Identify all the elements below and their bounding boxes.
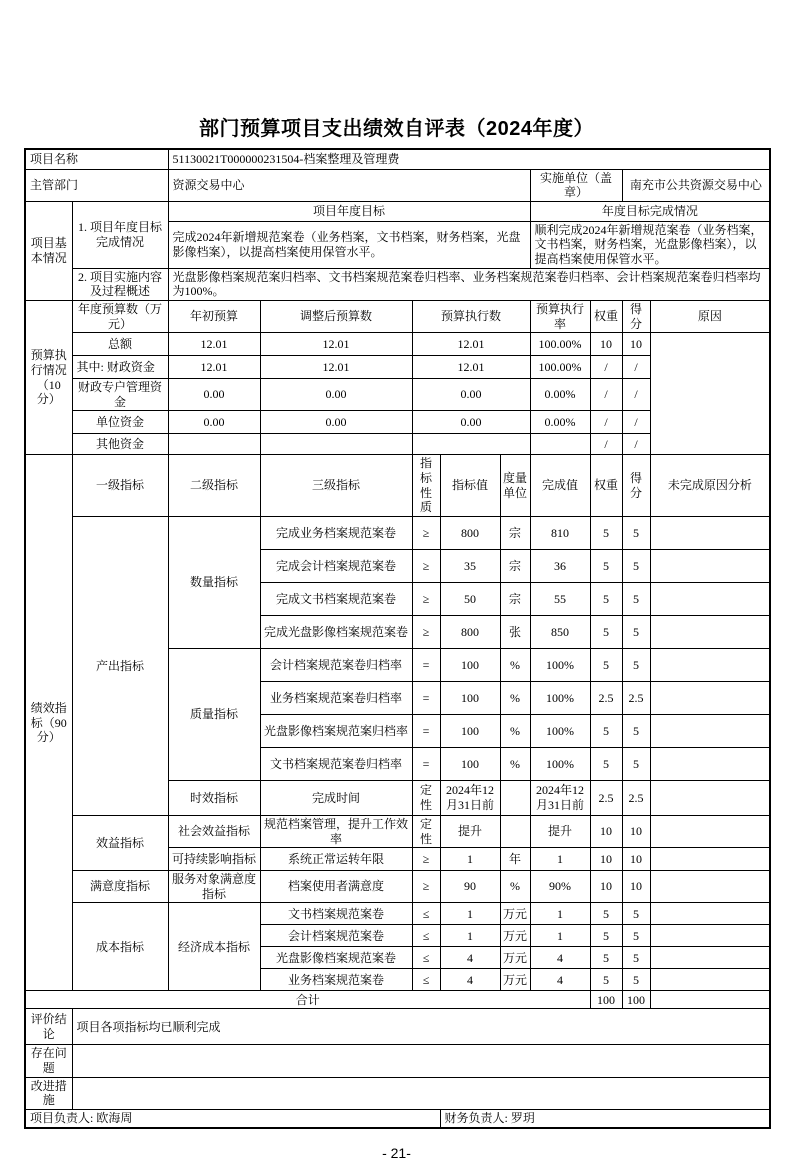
table-cell: 完成时间 xyxy=(260,780,412,815)
table-cell: 10 xyxy=(590,815,622,847)
table-cell: 12.01 xyxy=(412,356,530,379)
problems-row xyxy=(25,1045,770,1077)
table-cell: 会计档案规范案卷 xyxy=(260,925,412,947)
table-cell: 年 xyxy=(500,848,530,871)
table-cell: ≥ xyxy=(412,516,440,549)
ind-header-weight: 权重 xyxy=(590,455,622,517)
level2-social: 社会效益指标 xyxy=(168,815,260,847)
table-cell: 1 xyxy=(530,925,590,947)
table-cell: 提升 xyxy=(530,815,590,847)
ind-header-actual: 完成值 xyxy=(530,455,590,517)
table-cell: 5 xyxy=(590,648,622,681)
table-cell: 100% xyxy=(530,648,590,681)
table-cell: % xyxy=(500,681,530,714)
table-cell: 800 xyxy=(440,516,500,549)
project-name-row xyxy=(25,149,770,169)
annual-goal-header: 项目年度目标 xyxy=(168,201,530,221)
ind-header-unit: 度量单位 xyxy=(500,455,530,517)
table-cell: 12.01 xyxy=(168,333,260,356)
table-cell: 5 xyxy=(622,516,650,549)
table-cell: 5 xyxy=(622,925,650,947)
table-cell: = xyxy=(412,648,440,681)
level1-benefit: 效益指标 xyxy=(72,815,168,870)
table-cell: 5 xyxy=(622,747,650,780)
table-cell: 5 xyxy=(622,648,650,681)
table-cell: 12.01 xyxy=(260,356,412,379)
table-cell: / xyxy=(590,411,622,434)
table-cell: 2024年12月31日前 xyxy=(440,780,500,815)
ind-header-target: 指标值 xyxy=(440,455,500,517)
table-cell: 定性 xyxy=(412,815,440,847)
table-cell: 800 xyxy=(440,615,500,648)
table-cell xyxy=(650,714,770,747)
table-cell: 5 xyxy=(590,947,622,969)
table-cell xyxy=(650,871,770,903)
table-cell: 100% xyxy=(530,714,590,747)
problems-label: 存在问题 xyxy=(25,1045,72,1077)
item2-label: 2. 项目实施内容及过程概述 xyxy=(72,268,168,300)
impl-unit-value: 南充市公共资源交易中心 xyxy=(622,169,770,201)
dept-label: 主管部门 xyxy=(25,169,168,201)
table-cell: / xyxy=(622,411,650,434)
total-label: 合计 xyxy=(25,991,590,1009)
table-cell: 0.00 xyxy=(260,379,412,411)
table-cell: 会计档案规范案卷归档率 xyxy=(260,648,412,681)
table-cell: 2.5 xyxy=(622,780,650,815)
table-cell: 12.01 xyxy=(168,356,260,379)
table-cell xyxy=(650,516,770,549)
table-cell: 0.00% xyxy=(530,379,590,411)
table-cell: 1 xyxy=(440,848,500,871)
page-title: 部门预算项目支出绩效自评表（2024年度） xyxy=(199,118,594,140)
table-cell: 5 xyxy=(590,582,622,615)
table-cell: 0.00 xyxy=(412,379,530,411)
table-cell xyxy=(650,648,770,681)
table-cell xyxy=(650,615,770,648)
basic-info-section-label: 项目基本情况 xyxy=(25,201,72,300)
table-cell: 100% xyxy=(530,747,590,780)
table-cell: ≥ xyxy=(412,582,440,615)
table-cell: 定性 xyxy=(412,780,440,815)
table-cell: 5 xyxy=(622,947,650,969)
table-cell: 完成会计档案规范案卷 xyxy=(260,549,412,582)
indicator-row xyxy=(25,903,770,925)
table-cell: = xyxy=(412,681,440,714)
table-cell: 业务档案规范案卷归档率 xyxy=(260,681,412,714)
budget-header-reason: 原因 xyxy=(650,300,770,332)
level1-cost: 成本指标 xyxy=(72,903,168,991)
table-cell: 其中: 财政资金 xyxy=(72,356,168,379)
table-cell xyxy=(650,815,770,847)
table-cell: 宗 xyxy=(500,516,530,549)
budget-header-score: 得分 xyxy=(622,300,650,332)
table-cell: ≤ xyxy=(412,925,440,947)
improvements-label: 改进措施 xyxy=(25,1077,72,1109)
goal-header-row xyxy=(25,201,770,221)
table-cell: 万元 xyxy=(500,947,530,969)
table-cell: 2.5 xyxy=(590,780,622,815)
table-cell: 850 xyxy=(530,615,590,648)
table-cell: 其他资金 xyxy=(72,434,168,455)
table-cell xyxy=(650,947,770,969)
table-cell: 90 xyxy=(440,871,500,903)
improvements-row xyxy=(25,1077,770,1109)
total-weight: 100 xyxy=(590,991,622,1009)
table-cell: 100 xyxy=(440,648,500,681)
item1-label: 1. 项目年度目标完成情况 xyxy=(72,201,168,268)
table-cell: 5 xyxy=(622,582,650,615)
table-cell xyxy=(650,848,770,871)
table-cell: 万元 xyxy=(500,969,530,991)
table-cell xyxy=(650,747,770,780)
level1-output: 产出指标 xyxy=(72,516,168,815)
table-cell: 10 xyxy=(590,333,622,356)
table-cell: 55 xyxy=(530,582,590,615)
table-cell xyxy=(650,991,770,1009)
table-cell: ≤ xyxy=(412,947,440,969)
table-cell: 5 xyxy=(622,714,650,747)
table-cell: = xyxy=(412,747,440,780)
table-cell: 50 xyxy=(440,582,500,615)
table-cell: 1 xyxy=(440,925,500,947)
conclusion-text: 项目各项指标均已顺利完成 xyxy=(72,1009,770,1045)
table-cell: 0.00 xyxy=(168,379,260,411)
indicator-header-row xyxy=(25,455,770,517)
table-cell: 100 xyxy=(440,747,500,780)
table-cell: 12.01 xyxy=(260,333,412,356)
table-cell: / xyxy=(622,379,650,411)
table-cell: 90% xyxy=(530,871,590,903)
item2-text: 光盘影像档案规范案归档率、文书档案规范案卷归档率、业务档案规范案卷归档率、会计档案规范案卷归档率均为100%。 xyxy=(168,268,770,300)
table-cell: % xyxy=(500,871,530,903)
table-cell: 0.00 xyxy=(260,411,412,434)
indicator-row xyxy=(25,815,770,847)
project-name-label: 项目名称 xyxy=(25,149,168,169)
table-cell: 文书档案规范案卷归档率 xyxy=(260,747,412,780)
page-number: - 21- xyxy=(382,1144,411,1161)
ind-header-level1: 一级指标 xyxy=(72,455,168,517)
budget-header-adjusted: 调整后预算数 xyxy=(260,300,412,332)
table-cell xyxy=(530,434,590,455)
table-cell: 文书档案规范案卷 xyxy=(260,903,412,925)
ind-header-nature: 指标性质 xyxy=(412,455,440,517)
table-cell: 光盘影像档案规范案归档率 xyxy=(260,714,412,747)
table-cell: 35 xyxy=(440,549,500,582)
dept-value: 资源交易中心 xyxy=(168,169,530,201)
level2-economic: 经济成本指标 xyxy=(168,903,260,991)
table-cell: 5 xyxy=(590,747,622,780)
table-cell: = xyxy=(412,714,440,747)
table-cell: 4 xyxy=(530,947,590,969)
ind-header-score: 得分 xyxy=(622,455,650,517)
table-cell: % xyxy=(500,648,530,681)
impl-unit-label: 实施单位（盖章） xyxy=(530,169,622,201)
table-cell: 业务档案规范案卷 xyxy=(260,969,412,991)
budget-row-total xyxy=(25,333,770,356)
table-cell: 完成光盘影像档案规范案卷 xyxy=(260,615,412,648)
budget-header-annual: 年度预算数（万元） xyxy=(72,300,168,332)
table-cell: / xyxy=(590,379,622,411)
table-cell: 10 xyxy=(622,848,650,871)
goal-completion-header: 年度目标完成情况 xyxy=(530,201,770,221)
table-cell: 810 xyxy=(530,516,590,549)
conclusion-label: 评价结论 xyxy=(25,1009,72,1045)
table-cell: ≥ xyxy=(412,871,440,903)
budget-header-row xyxy=(25,300,770,332)
table-cell: 0.00 xyxy=(168,411,260,434)
table-cell: 4 xyxy=(440,947,500,969)
annual-goal-text: 完成2024年新增规范案卷（业务档案，文书档案，财务档案，光盘影像档案），以提高档案使用保管水平。 xyxy=(168,221,530,268)
table-cell xyxy=(650,549,770,582)
table-cell xyxy=(412,434,530,455)
budget-header-executed: 预算执行数 xyxy=(412,300,530,332)
table-cell: / xyxy=(590,356,622,379)
table-cell: 2024年12月31日前 xyxy=(530,780,590,815)
table-cell: 36 xyxy=(530,549,590,582)
level2-quantity: 数量指标 xyxy=(168,516,260,648)
level1-satisfaction: 满意度指标 xyxy=(72,871,168,903)
budget-header-initial: 年初预算 xyxy=(168,300,260,332)
table-cell: 5 xyxy=(622,969,650,991)
self-evaluation-table xyxy=(24,148,771,1129)
table-cell: 10 xyxy=(622,815,650,847)
level2-sustainability: 可持续影响指标 xyxy=(168,848,260,871)
table-cell: 10 xyxy=(622,333,650,356)
table-cell: / xyxy=(622,356,650,379)
table-cell: 5 xyxy=(590,925,622,947)
indicator-row xyxy=(25,516,770,549)
table-cell: ≤ xyxy=(412,903,440,925)
table-cell: 10 xyxy=(590,871,622,903)
project-manager: 项目负责人: 欧海周 xyxy=(25,1109,440,1127)
responsible-row xyxy=(25,1109,770,1127)
table-cell xyxy=(500,780,530,815)
table-cell: 完成业务档案规范案卷 xyxy=(260,516,412,549)
table-cell: / xyxy=(622,434,650,455)
table-cell: 5 xyxy=(590,903,622,925)
table-cell: 5 xyxy=(622,549,650,582)
ind-header-level3: 三级指标 xyxy=(260,455,412,517)
table-cell: 宗 xyxy=(500,549,530,582)
budget-header-rate: 预算执行率 xyxy=(530,300,590,332)
conclusion-row xyxy=(25,1009,770,1045)
table-cell: % xyxy=(500,747,530,780)
budget-section-label: 预算执行情况（10分） xyxy=(25,300,72,455)
table-cell: 2.5 xyxy=(622,681,650,714)
table-cell: 财政专户管理资金 xyxy=(72,379,168,411)
table-cell: 5 xyxy=(622,615,650,648)
table-cell xyxy=(260,434,412,455)
table-cell: 宗 xyxy=(500,582,530,615)
table-cell xyxy=(650,925,770,947)
table-cell: 100% xyxy=(530,681,590,714)
problems-text xyxy=(72,1045,770,1077)
table-cell: 1 xyxy=(440,903,500,925)
budget-header-weight: 权重 xyxy=(590,300,622,332)
table-cell: 万元 xyxy=(500,903,530,925)
table-cell: 5 xyxy=(590,969,622,991)
table-cell: 5 xyxy=(590,714,622,747)
table-cell xyxy=(650,780,770,815)
table-cell xyxy=(650,903,770,925)
table-cell: 10 xyxy=(590,848,622,871)
table-cell: 100 xyxy=(440,681,500,714)
budget-reason-cell xyxy=(650,333,770,455)
table-cell: 1 xyxy=(530,903,590,925)
table-cell: ≤ xyxy=(412,969,440,991)
ind-header-level2: 二级指标 xyxy=(168,455,260,517)
table-cell: 5 xyxy=(622,903,650,925)
table-cell: 0.00% xyxy=(530,411,590,434)
implementation-row xyxy=(25,268,770,300)
table-cell: 1 xyxy=(530,848,590,871)
table-cell: 100 xyxy=(440,714,500,747)
finance-manager: 财务负责人: 罗玥 xyxy=(440,1109,770,1127)
table-cell: ≥ xyxy=(412,848,440,871)
table-cell xyxy=(650,681,770,714)
department-row xyxy=(25,169,770,201)
table-cell: 5 xyxy=(590,615,622,648)
total-score: 100 xyxy=(622,991,650,1009)
table-cell: 提升 xyxy=(440,815,500,847)
table-cell: 规范档案管理，提升工作效率 xyxy=(260,815,412,847)
indicator-total-row xyxy=(25,991,770,1009)
table-cell: 总额 xyxy=(72,333,168,356)
table-cell: 完成文书档案规范案卷 xyxy=(260,582,412,615)
table-cell: ≥ xyxy=(412,615,440,648)
table-cell: 2.5 xyxy=(590,681,622,714)
table-cell: 4 xyxy=(530,969,590,991)
table-cell: 5 xyxy=(590,549,622,582)
table-cell: 12.01 xyxy=(412,333,530,356)
ind-header-analysis: 未完成原因分析 xyxy=(650,455,770,517)
level2-service: 服务对象满意度指标 xyxy=(168,871,260,903)
table-cell: 光盘影像档案规范案卷 xyxy=(260,947,412,969)
table-cell: 单位资金 xyxy=(72,411,168,434)
table-cell: ≥ xyxy=(412,549,440,582)
project-name-value: 51130021T000000231504-档案整理及管理费 xyxy=(168,149,770,169)
table-cell: 档案使用者满意度 xyxy=(260,871,412,903)
table-cell: 张 xyxy=(500,615,530,648)
table-cell: 0.00 xyxy=(412,411,530,434)
table-cell xyxy=(168,434,260,455)
level2-quality: 质量指标 xyxy=(168,648,260,780)
table-cell: / xyxy=(590,434,622,455)
table-cell xyxy=(650,582,770,615)
table-cell: % xyxy=(500,714,530,747)
indicators-section-label: 绩效指标（90分） xyxy=(25,455,72,991)
table-cell: 万元 xyxy=(500,925,530,947)
table-cell: 系统正常运转年限 xyxy=(260,848,412,871)
improvements-text xyxy=(72,1077,770,1109)
table-cell: 10 xyxy=(622,871,650,903)
table-cell xyxy=(650,969,770,991)
indicator-row xyxy=(25,871,770,903)
table-cell: 4 xyxy=(440,969,500,991)
level2-timeliness: 时效指标 xyxy=(168,780,260,815)
table-cell xyxy=(500,815,530,847)
table-cell: 100.00% xyxy=(530,333,590,356)
table-cell: 100.00% xyxy=(530,356,590,379)
table-cell: 5 xyxy=(590,516,622,549)
goal-completion-text: 顺利完成2024年新增规范案卷（业务档案，文书档案，财务档案，光盘影像档案），以提高档案使用保管水平。 xyxy=(530,221,770,268)
